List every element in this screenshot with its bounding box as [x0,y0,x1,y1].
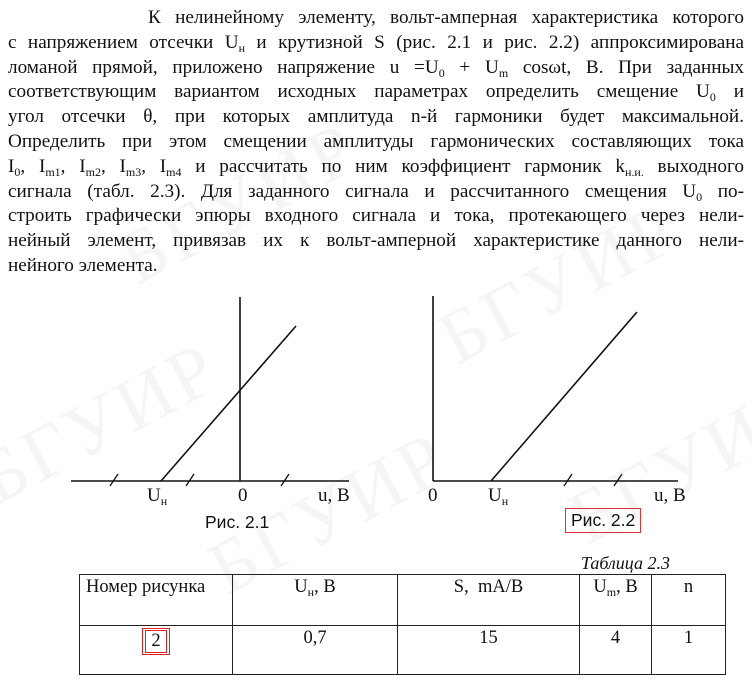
header-un: $U_н$, В [233,575,398,626]
fig2-x-label: u, В [654,485,686,506]
params-table [79,574,726,675]
header-fig [80,575,233,626]
tick [614,474,622,486]
fig1-x-label: u, В [318,485,350,506]
paragraph-line: с напряжением отсечки $U_н$ и крутизной S (рис. 2.1 и рис. 2.2) аппроксимирована [8,31,745,55]
header-um: $U_m$, В [580,575,652,626]
cell-n: 1 [652,626,726,675]
cell-un: 0,7 [233,626,398,675]
header-n: n [652,575,726,626]
paragraph-line: нейного элемента. [8,254,158,276]
fig2-caption: Рис. 2.2 [565,508,641,533]
paragraph-line: Определить при этом смещении амплитуды гармонических составляющих тока [8,130,744,152]
tick [110,474,118,486]
paragraph-line: ломаной прямой, приложено напряжение $u =U_0 + U_m$ cosωt, В. При заданных [8,56,745,80]
table-row [80,626,726,675]
highlight-box [142,628,169,655]
paragraph-line: нейный элемент, привязав их к вольт-амперной характеристике данного нели- [8,230,744,252]
paragraph-line: строить графически эпюры входного сигнала и тока, протекающего через нели- [8,205,744,227]
vac-line [161,326,296,481]
fig2-un-label: $U_н$ [488,485,509,508]
paragraph-line: соответствующим вариантом исходных параметрах определить смещение $U_0$ и [8,81,744,105]
paragraph-line: угол отсечки θ, при которых амплитуда n-й гармоники будет максимальной. [8,106,744,128]
fig1-un-label: $U_н$ [147,485,168,508]
paragraph-line: К нелинейному элементу, вольт-амперная характеристика которого [148,7,744,28]
cell-fig-value: 2 [145,630,166,653]
header-fig-text: Номер рисунка [86,577,206,597]
fig2-zero-label: 0 [428,485,438,506]
vac-line [491,312,637,481]
fig1-zero-label: 0 [238,485,248,506]
cell-fig [80,626,233,675]
tick [564,474,572,486]
table-header-row [80,575,726,626]
table-caption: Таблица 2.3 [580,553,670,573]
fig1-caption: Рис. 2.1 [205,512,270,532]
header-s: S, mA/B [398,575,580,626]
cell-s: 15 [398,626,580,675]
cell-um: 4 [580,626,652,675]
paragraph-line: $I_0$, $I_{m1}$, $I_{m2}$, $I_{m3}$, $I_{m4}$ и рассчитать по ним коэффициент гармоник $k_{н.и.}$ выходного [8,155,744,179]
tick [281,474,289,486]
paragraph-line: сигнала (табл. 2.3). Для заданного сигнала и рассчитанного смещения $U_0$ по- [8,180,744,204]
tick [186,474,194,486]
